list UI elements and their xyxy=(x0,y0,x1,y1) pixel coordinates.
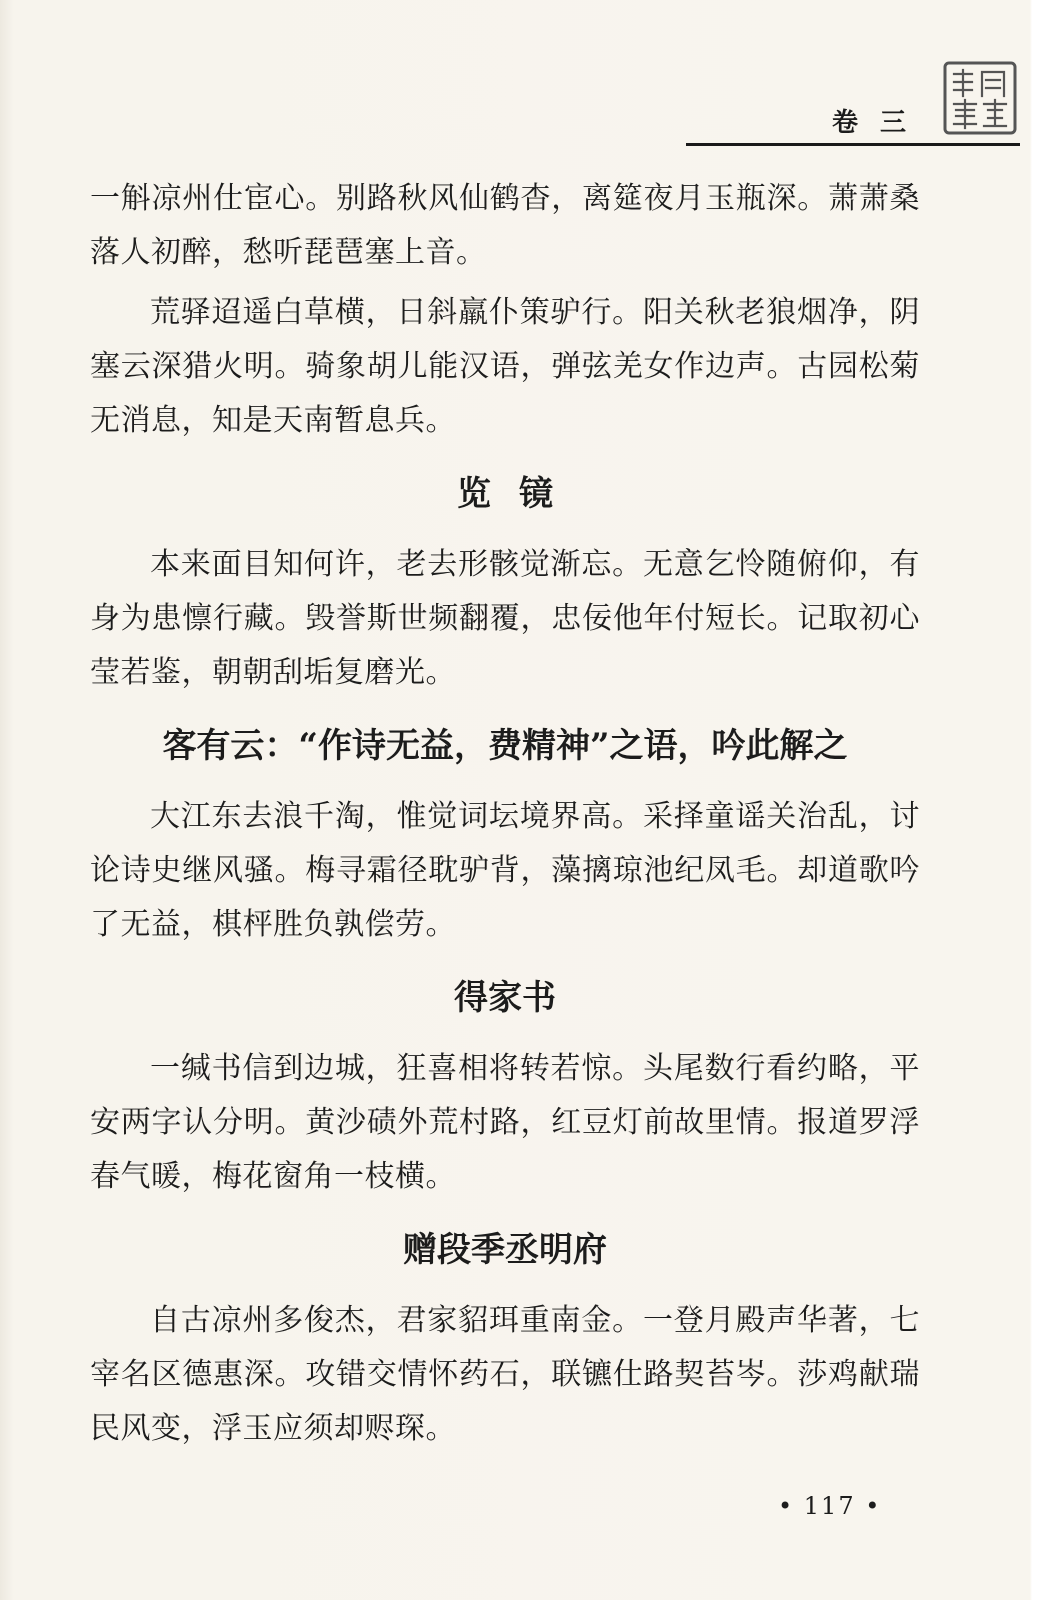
poem-title: 客有云：“作诗无益，费精神”之语，吟此解之 xyxy=(162,726,848,766)
poem-title: 赠段季丞明府 xyxy=(403,1230,607,1270)
poem-text: 大江东去浪千淘，惟觉词坛境界高。采择童谣关治乱，讨论诗史继风骚。梅寻霜径耽驴背，藻摛琼池纪凤毛。却道歌吟了无益，棋枰胜负孰偿劳。 xyxy=(90,799,920,942)
seal-stamp-icon xyxy=(942,60,1018,136)
page-number: • 117 • xyxy=(778,1492,882,1520)
poem-title: 览镜 xyxy=(457,474,581,514)
poem-text: 本来面目知何许，老去形骸觉渐忘。无意乞怜随俯仰，有身为患懔行藏。毁誉斯世频翻覆，忠佞他年付短长。记取初心莹若鉴，朝朝刮垢复磨光。 xyxy=(90,547,920,690)
poem-text: 一缄书信到边城，狂喜相将转若惊。头尾数行看约略，平安两字认分明。黄沙碛外荒村路，红豆灯前故里情。报道罗浮春气暖，梅花窗角一枝横。 xyxy=(90,1051,920,1194)
poem-text: 自古凉州多俊杰，君家貂珥重南金。一登月殿声华著，七宰名区德惠深。攻错交情怀药石，联镳仕路契苔岑。莎鸡献瑞民风变，浮玉应须却赆琛。 xyxy=(90,1303,920,1446)
continued-verse: 一斛凉州仕宦心。别路秋风仙鹤杳，离筵夜月玉瓶深。萧萧桑落人初醉，愁听琵琶塞上音。 xyxy=(90,181,920,270)
verse-paragraph: 荒驿迢遥白草横，日斜羸仆策驴行。阳关秋老狼烟净，阴塞云深猎火明。骑象胡儿能汉语，弹弦羌女作边声。古园松菊无消息，知是天南暂息兵。 xyxy=(90,295,920,438)
poem-title: 得家书 xyxy=(454,978,556,1018)
page-body xyxy=(90,172,920,1456)
running-head: 卷三 xyxy=(832,108,929,138)
header-rule xyxy=(686,143,1020,146)
